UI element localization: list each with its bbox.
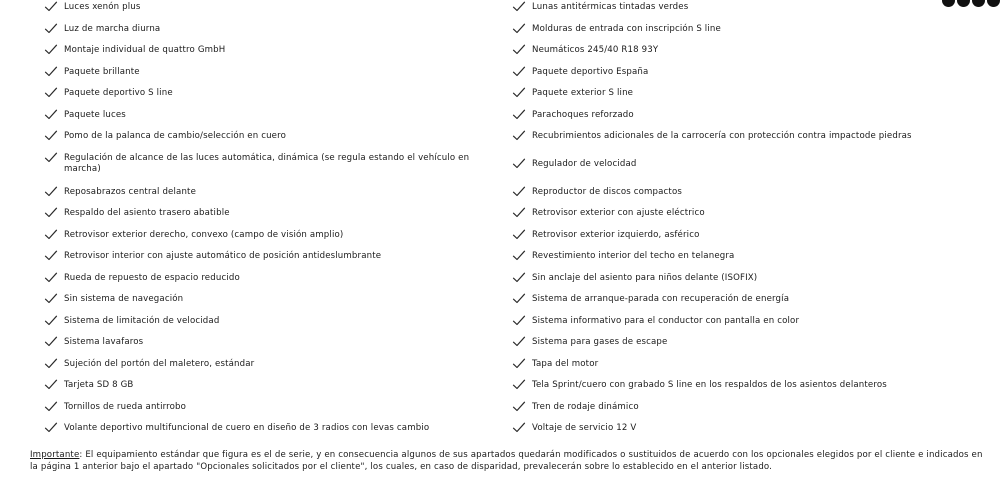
checkmark-icon bbox=[512, 66, 526, 77]
checkmark-icon bbox=[512, 130, 526, 141]
equipment-item bbox=[508, 0, 988, 22]
checkmark-icon bbox=[44, 44, 58, 55]
equipment-item-label: Reproductor de discos compactos bbox=[532, 186, 682, 197]
equipment-item-label: Paquete exterior S line bbox=[532, 88, 634, 98]
equipment-item-label: Paquete brillante bbox=[64, 66, 140, 77]
equipment-item-label: Retrovisor exterior derecho, convexo (campo de visión amplio) bbox=[64, 229, 344, 240]
checkmark-icon bbox=[44, 336, 58, 347]
checkmark-icon bbox=[44, 250, 58, 261]
disclaimer-note bbox=[30, 450, 990, 473]
checkmark-icon bbox=[44, 66, 58, 77]
equipment-item-label: Retrovisor exterior izquierdo, asférico bbox=[532, 229, 700, 240]
equipment-item-label: Paquete luces bbox=[64, 109, 126, 120]
equipment-item bbox=[40, 314, 492, 336]
equipment-item bbox=[508, 292, 988, 314]
equipment-item-label: Tarjeta SD 8 GB bbox=[64, 380, 134, 390]
equipment-item-label: Tapa del motor bbox=[532, 358, 599, 369]
equipment-item bbox=[40, 206, 492, 228]
checkmark-icon bbox=[512, 207, 526, 218]
equipment-item-label: Paquete deportivo S line bbox=[64, 88, 173, 98]
checkmark-icon bbox=[512, 87, 526, 98]
equipment-item bbox=[40, 65, 492, 87]
checkmark-icon bbox=[512, 293, 526, 304]
equipment-item bbox=[508, 421, 988, 443]
equipment-item bbox=[40, 421, 492, 443]
checkmark-icon bbox=[44, 358, 58, 369]
equipment-item bbox=[508, 335, 988, 357]
disclaimer-lead: Importante bbox=[30, 450, 80, 460]
equipment-item bbox=[508, 314, 988, 336]
equipment-item-label: Regulador de velocidad bbox=[532, 158, 637, 169]
equipment-item bbox=[508, 249, 988, 271]
equipment-item-label: Sin anclaje del asiento para niños delante (ISOFIX) bbox=[532, 272, 758, 283]
equipment-item bbox=[40, 43, 492, 65]
checkmark-icon bbox=[512, 229, 526, 240]
equipment-item bbox=[40, 151, 492, 185]
equipment-item-label: Sin sistema de navegación bbox=[64, 294, 184, 304]
checkmark-icon bbox=[512, 44, 526, 55]
checkmark-icon bbox=[512, 336, 526, 347]
equipment-item bbox=[40, 400, 492, 422]
equipment-item bbox=[40, 357, 492, 379]
equipment-item-label: Molduras de entrada con inscripción S line bbox=[532, 23, 721, 34]
equipment-item-label: Lunas antitérmicas tintadas verdes bbox=[532, 2, 689, 12]
equipment-item-label: Sistema lavafaros bbox=[64, 337, 144, 347]
checkmark-icon bbox=[512, 186, 526, 197]
equipment-item-label: Reposabrazos central delante bbox=[64, 186, 197, 197]
equipment-item-label: Tornillos de rueda antirrobo bbox=[64, 401, 187, 412]
checkmark-icon bbox=[44, 379, 58, 390]
equipment-item-label: Voltaje de servicio 12 V bbox=[532, 423, 637, 433]
equipment-item-label: Tela Sprint/cuero con grabado S line en los respaldos de los asientos delanteros bbox=[532, 380, 887, 390]
equipment-item-label: Retrovisor interior con ajuste automático de posición antideslumbrante bbox=[64, 251, 382, 261]
equipment-item bbox=[40, 185, 492, 207]
checkmark-icon bbox=[44, 315, 58, 326]
checkmark-icon bbox=[44, 186, 58, 197]
checkmark-icon bbox=[512, 401, 526, 412]
equipment-item-label: Retrovisor exterior con ajuste eléctrico bbox=[532, 208, 705, 218]
equipment-item-label: Rueda de repuesto de espacio reducido bbox=[64, 272, 240, 283]
equipment-item bbox=[508, 86, 988, 108]
equipment-item bbox=[40, 108, 492, 130]
checkmark-icon bbox=[44, 23, 58, 34]
equipment-item bbox=[508, 43, 988, 65]
equipment-item bbox=[508, 129, 988, 151]
equipment-item-label: Sistema de limitación de velocidad bbox=[64, 315, 220, 326]
equipment-item bbox=[508, 271, 988, 293]
equipment-item bbox=[40, 0, 492, 22]
equipment-item bbox=[40, 271, 492, 293]
checkmark-icon bbox=[512, 1, 526, 12]
checkmark-icon bbox=[44, 152, 58, 163]
equipment-item bbox=[40, 228, 492, 250]
equipment-item-label: Paquete deportivo España bbox=[532, 66, 649, 77]
equipment-item bbox=[40, 249, 492, 271]
equipment-item-label: Luces xenón plus bbox=[64, 2, 141, 12]
equipment-item-label: Sujeción del portón del maletero, estándar bbox=[64, 358, 255, 369]
equipment-item bbox=[40, 129, 492, 151]
equipment-item bbox=[508, 400, 988, 422]
checkmark-icon bbox=[512, 379, 526, 390]
equipment-item-label: Parachoques reforzado bbox=[532, 109, 634, 120]
checkmark-icon bbox=[512, 272, 526, 283]
checkmark-icon bbox=[512, 23, 526, 34]
disclaimer-text: : El equipamiento estándar que figura es el de serie, y en consecuencia algunos de sus apartados quedarán modificados o sustituidos de acuerdo con los opcionales elegidos por el cliente e indicados en la página 1 anterior bajo el apartado "Opcionales solicitados por el cliente", los cuales, en caso de disparidad, prevalecerán sobre lo establecido en el anterior listado. bbox=[30, 450, 983, 472]
equipment-item-label: Sistema informativo para el conductor con pantalla en color bbox=[532, 315, 800, 326]
equipment-item-label: Volante deportivo multifuncional de cuero en diseño de 3 radios con levas cambio bbox=[64, 423, 430, 433]
equipment-item bbox=[508, 378, 988, 400]
checkmark-icon bbox=[512, 358, 526, 369]
checkmark-icon bbox=[44, 293, 58, 304]
equipment-item-label: Luz de marcha diurna bbox=[64, 23, 161, 34]
equipment-item-label: Regulación de alcance de las luces automática, dinámica (se regula estando el vehículo en marcha) bbox=[64, 152, 470, 174]
checkmark-icon bbox=[44, 109, 58, 120]
equipment-item bbox=[508, 108, 988, 130]
checkmark-icon bbox=[44, 207, 58, 218]
equipment-item bbox=[40, 86, 492, 108]
equipment-item-label: Neumáticos 245/40 R18 93Y bbox=[532, 45, 659, 55]
checkmark-icon bbox=[44, 87, 58, 98]
equipment-item bbox=[40, 378, 492, 400]
checkmark-icon bbox=[44, 130, 58, 141]
equipment-column-left bbox=[40, 0, 492, 443]
equipment-item-label: Respaldo del asiento trasero abatible bbox=[64, 208, 230, 218]
checkmark-icon bbox=[44, 1, 58, 12]
checkmark-icon bbox=[44, 422, 58, 433]
equipment-item bbox=[40, 292, 492, 314]
checkmark-icon bbox=[44, 229, 58, 240]
equipment-item bbox=[40, 22, 492, 44]
checkmark-icon bbox=[512, 315, 526, 326]
equipment-item bbox=[508, 357, 988, 379]
checkmark-icon bbox=[44, 272, 58, 283]
equipment-item-label: Sistema de arranque-parada con recuperación de energía bbox=[532, 294, 790, 304]
equipment-item bbox=[508, 151, 988, 185]
checkmark-icon bbox=[44, 401, 58, 412]
equipment-item bbox=[508, 228, 988, 250]
equipment-item-label: Montaje individual de quattro GmbH bbox=[64, 45, 226, 55]
checkmark-icon bbox=[512, 109, 526, 120]
equipment-item-label: Tren de rodaje dinámico bbox=[532, 401, 639, 412]
checkmark-icon bbox=[512, 158, 526, 169]
equipment-item-label: Revestimiento interior del techo en telanegra bbox=[532, 251, 735, 261]
equipment-column-right bbox=[508, 0, 988, 443]
equipment-item bbox=[508, 185, 988, 207]
equipment-item bbox=[508, 206, 988, 228]
equipment-item bbox=[508, 65, 988, 87]
equipment-item-label: Recubrimientos adicionales de la carrocería con protección contra impactode piedras bbox=[532, 131, 912, 141]
checkmark-icon bbox=[512, 422, 526, 433]
equipment-item bbox=[508, 22, 988, 44]
equipment-item-label: Sistema para gases de escape bbox=[532, 337, 668, 347]
equipment-item bbox=[40, 335, 492, 357]
checkmark-icon bbox=[512, 250, 526, 261]
equipment-item-label: Pomo de la palanca de cambio/selección en cuero bbox=[64, 131, 287, 141]
